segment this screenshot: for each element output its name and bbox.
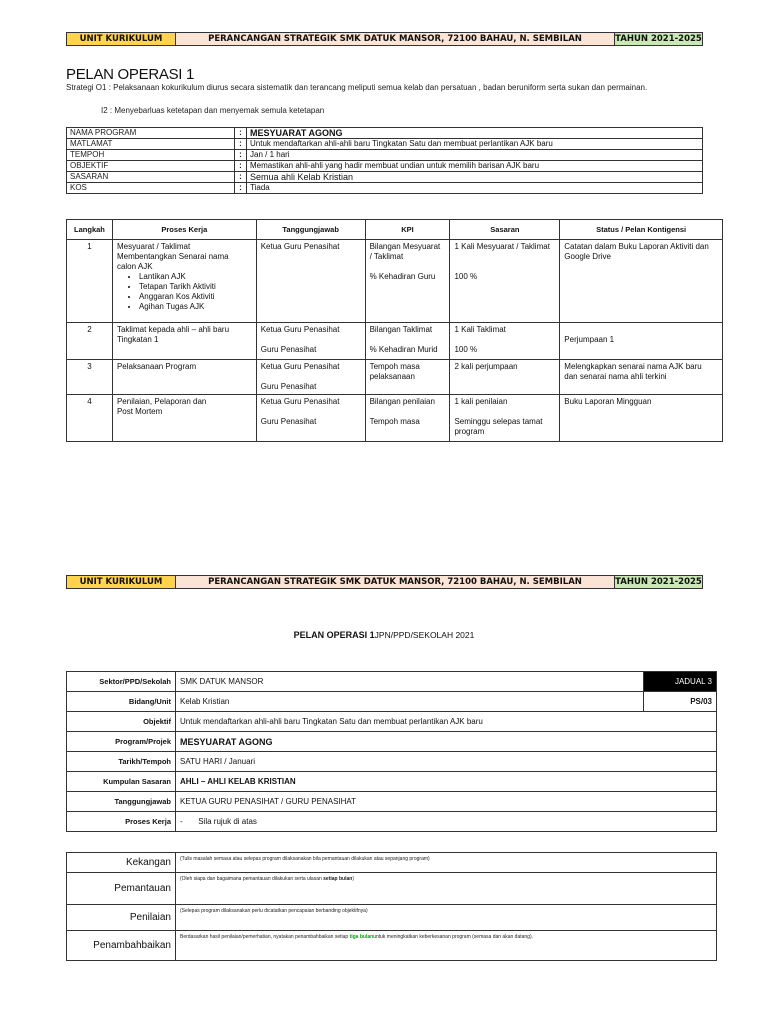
proses-line: Membentangkan Senarai nama: [116, 252, 229, 261]
detail-row: [67, 672, 717, 692]
detail-label: Proses Kerja: [67, 812, 176, 832]
banner-title: PERANCANGAN STRATEGIK SMK DATUK MANSOR, 72100 BAHAU, N. SEMBILAN: [176, 33, 615, 45]
bullet-item: • Tetapan Tarikh Aktiviti: [139, 282, 252, 292]
cell-line: Tempoh masa: [369, 362, 420, 371]
plan-title: PELAN OPERASI 1: [66, 66, 195, 83]
cell-line: Catatan dalam Buku Laporan Aktiviti dan: [564, 242, 709, 251]
detail-value: SMK DATUK MANSOR: [176, 672, 644, 692]
tanggungjawab-cell: [256, 240, 365, 323]
info-value: Semua ahli Kelab Kristian: [247, 172, 703, 183]
cell-line: Melengkapkan senarai nama AJK baru: [564, 362, 702, 371]
kpi-cell: [365, 360, 450, 395]
sasaran-cell: [450, 240, 560, 323]
info-key: MATLAMAT: [67, 139, 235, 150]
info-row: [67, 150, 703, 161]
detail-value: AHLI – AHLI KELAB KRISTIAN: [176, 772, 717, 792]
initiative-text: I2 : Menyebarluas ketetapan dan menyemak semula ketetapan: [101, 106, 325, 115]
info-value: Untuk mendaftarkan ahli-ahli baru Tingkatan Satu dan membuat perlantikan AJK baru: [247, 139, 703, 150]
info-key: NAMA PROGRAM: [67, 128, 235, 139]
banner-year: TAHUN 2021-2025: [615, 577, 702, 587]
sasaran-cell: [450, 323, 560, 360]
banner-unit: UNIT KURIKULUM: [67, 33, 176, 45]
cell-line: Bilangan Mesyuarat: [369, 242, 441, 251]
col-header-kpi: KPI: [365, 220, 450, 240]
cell-line: Ketua Guru Penasihat: [260, 362, 340, 371]
eval-note-emph: tiga bulan: [349, 934, 374, 940]
detail-value: Untuk mendaftarkan ahli-ahli baru Tingkatan Satu dan membuat perlantikan AJK baru: [176, 712, 717, 732]
bullet-item: • Lantikan AJK: [139, 272, 252, 282]
table-row: [67, 323, 723, 360]
kpi-cell: [365, 323, 450, 360]
proses-line: Tingkatan 1: [116, 335, 159, 344]
cell-line: Perjumpaan 1: [564, 335, 615, 344]
step-number: 3: [67, 360, 113, 395]
info-value: Jan / 1 hari: [247, 150, 703, 161]
cell-line: Ketua Guru Penasihat: [260, 397, 340, 406]
tanggungjawab-cell: [256, 323, 365, 360]
cell-line: Seminggu selepas tamat: [454, 417, 543, 426]
detail-label: Tanggungjawab: [67, 792, 176, 812]
cell-line: dan senarai nama ahli terkini: [564, 372, 667, 381]
eval-note-text: untuk meningkatkan keberkesanan program (semasa dan akan datang).: [373, 934, 534, 940]
detail-row: [67, 812, 717, 832]
info-row: [67, 172, 703, 183]
tanggungjawab-cell: [256, 360, 365, 395]
detail-row: [67, 752, 717, 772]
info-key: OBJEKTIF: [67, 161, 235, 172]
eval-note: (Tulis masalah semasa atau selepas program dilaksanakan bila pemantauan dilakukan atau sepanjang program): [176, 853, 717, 873]
eval-label: Penilaian: [67, 905, 176, 931]
status-cell: [560, 240, 723, 323]
banner-unit: UNIT KURIKULUM: [67, 576, 176, 588]
status-cell: [560, 360, 723, 395]
info-row: [67, 128, 703, 139]
eval-row: [67, 853, 717, 873]
step-number: 1: [67, 240, 113, 323]
col-header-langkah: Langkah: [67, 220, 113, 240]
proses-line: Mesyuarat / Taklimat: [116, 242, 191, 251]
cell-line: Bilangan penilaian: [369, 397, 435, 406]
cell-line: Buku Laporan Mingguan: [564, 397, 652, 406]
proses-cell: [112, 360, 256, 395]
info-row: [67, 161, 703, 172]
step-number: 4: [67, 395, 113, 442]
eval-row: [67, 873, 717, 905]
detail-value: - Sila rujuk di atas: [176, 812, 717, 832]
process-table: [66, 219, 723, 442]
detail-label: Sektor/PPD/Sekolah: [67, 672, 176, 692]
strategy-text: Strategi O1 : Pelaksanaan kokurikulum diurus secara sistematik dan terancang meliputi semua kelab dan persatuan , badan beruniform serta sukan dan permainan.: [66, 83, 648, 92]
cell-line: / Taklimat: [369, 252, 404, 261]
program-info-table: [66, 127, 703, 194]
tanggungjawab-cell: [256, 395, 365, 442]
detail-row: [67, 732, 717, 752]
eval-row: [67, 931, 717, 961]
eval-note: [176, 873, 717, 905]
info-row: [67, 139, 703, 150]
kpi-cell: [365, 395, 450, 442]
eval-note-emph: setiap bulan: [323, 876, 353, 882]
cell-line: Guru Penasihat: [260, 417, 317, 426]
eval-label: Pemantauan: [67, 873, 176, 905]
info-colon: :: [235, 172, 247, 183]
proses-line: Taklimat kepada ahli – ahli baru: [116, 325, 230, 334]
cell-line: program: [454, 427, 485, 436]
info-key: KOS: [67, 183, 235, 194]
cell-line: Guru Penasihat: [260, 345, 317, 354]
eval-note: (Selepas program dilaksanakan perlu dicatatkan pencapaian berbanding objektifnya): [176, 905, 717, 931]
info-value: MESYUARAT AGONG: [247, 128, 703, 139]
detail-value: Kelab Kristian: [176, 692, 644, 712]
cell-line: pelaksanaan: [369, 372, 415, 381]
header-banner-2: [66, 575, 703, 589]
detail-row: [67, 772, 717, 792]
cell-line: 2 kali perjumpaan: [454, 362, 518, 371]
banner-title: PERANCANGAN STRATEGIK SMK DATUK MANSOR, 72100 BAHAU, N. SEMBILAN: [176, 576, 615, 588]
proses-cell: [112, 395, 256, 442]
detail-row: [67, 792, 717, 812]
bullet-item: • Anggaran Kos Aktiviti: [139, 292, 252, 302]
table-row: [67, 240, 723, 323]
cell-line: Bilangan Taklimat: [369, 325, 433, 334]
cell-line: 100 %: [454, 345, 478, 354]
proses-cell: [112, 240, 256, 323]
cell-line: % Kehadiran Guru: [369, 272, 436, 281]
eval-note-text: (Oleh siapa dan bagaimana pemantauan dilakukan serta ulasan: [180, 876, 324, 882]
info-colon: :: [235, 128, 247, 139]
cell-line: Tempoh masa: [369, 417, 420, 426]
detail-value: MESYUARAT AGONG: [176, 732, 717, 752]
table-row: [67, 395, 723, 442]
info-key: SASARAN: [67, 172, 235, 183]
table-row: [67, 360, 723, 395]
bullet-item: • Agihan Tugas AJK: [139, 302, 252, 312]
eval-label: Kekangan: [67, 853, 176, 873]
plan-2-title-bold: PELAN OPERASI 1: [293, 630, 375, 640]
ref-code: PS/03: [644, 692, 717, 712]
eval-row: [67, 905, 717, 931]
info-colon: :: [235, 139, 247, 150]
proses-line: Pelaksanaan Program: [116, 362, 197, 371]
plan-detail-table: [66, 671, 717, 832]
cell-line: Ketua Guru Penasihat: [260, 325, 340, 334]
plan-2-title: [0, 630, 768, 640]
detail-row: [67, 712, 717, 732]
header-banner: [66, 32, 703, 46]
proses-cell: [112, 323, 256, 360]
detail-label: Objektif: [67, 712, 176, 732]
cell-line: Google Drive: [564, 252, 611, 261]
info-value: Memastikan ahli-ahli yang hadir membuat undian untuk memilih barisan AJK baru: [247, 161, 703, 172]
col-header-sasaran: Sasaran: [450, 220, 560, 240]
col-header-status: Status / Pelan Kontigensi: [560, 220, 723, 240]
process-header-row: [67, 220, 723, 240]
cell-line: 100 %: [454, 272, 478, 281]
eval-note: [176, 931, 717, 961]
status-cell: [560, 323, 723, 360]
sasaran-cell: [450, 395, 560, 442]
eval-note-text: ): [352, 876, 355, 882]
banner-year: TAHUN 2021-2025: [615, 34, 702, 44]
detail-value: SATU HARI / Januari: [176, 752, 717, 772]
cell-line: Ketua Guru Penasihat: [260, 242, 340, 251]
cell-line: 1 kali penilaian: [454, 397, 508, 406]
cell-line: 1 Kali Mesyuarat / Taklimat: [454, 242, 550, 251]
cell-line: 1 Kali Taklimat: [454, 325, 506, 334]
proses-line: Penilaian, Pelaporan dan: [116, 397, 207, 406]
bullet-list: [117, 272, 252, 312]
info-row: [67, 183, 703, 194]
evaluation-table: [66, 852, 717, 961]
detail-label: Tarikh/Tempoh: [67, 752, 176, 772]
info-colon: :: [235, 161, 247, 172]
info-value: Tiada: [247, 183, 703, 194]
detail-value: KETUA GURU PENASIHAT / GURU PENASIHAT: [176, 792, 717, 812]
proses-line: calon AJK: [116, 262, 153, 271]
sasaran-cell: [450, 360, 560, 395]
eval-label: Penambahbaikan: [67, 931, 176, 961]
jadual-badge: JADUAL 3: [644, 672, 717, 692]
cell-line: % Kehadiran Murid: [369, 345, 438, 354]
plan-2-title-rest: JPN/PPD/SEKOLAH 2021: [374, 630, 475, 640]
col-header-proses: Proses Kerja: [112, 220, 256, 240]
info-key: TEMPOH: [67, 150, 235, 161]
detail-label: Kumpulan Sasaran: [67, 772, 176, 792]
eval-note-text: Berdasarkan hasil penilaian/pemerhatian, nyatakan penambahbaikan setiap: [180, 934, 350, 940]
detail-label: Program/Projek: [67, 732, 176, 752]
cell-line: Guru Penasihat: [260, 382, 317, 391]
info-colon: :: [235, 183, 247, 194]
step-number: 2: [67, 323, 113, 360]
detail-row: [67, 692, 717, 712]
status-cell: [560, 395, 723, 442]
col-header-tanggungjawab: Tanggungjawab: [256, 220, 365, 240]
kpi-cell: [365, 240, 450, 323]
proses-line: Post Mortem: [116, 407, 163, 416]
detail-label: Bidang/Unit: [67, 692, 176, 712]
info-colon: :: [235, 150, 247, 161]
